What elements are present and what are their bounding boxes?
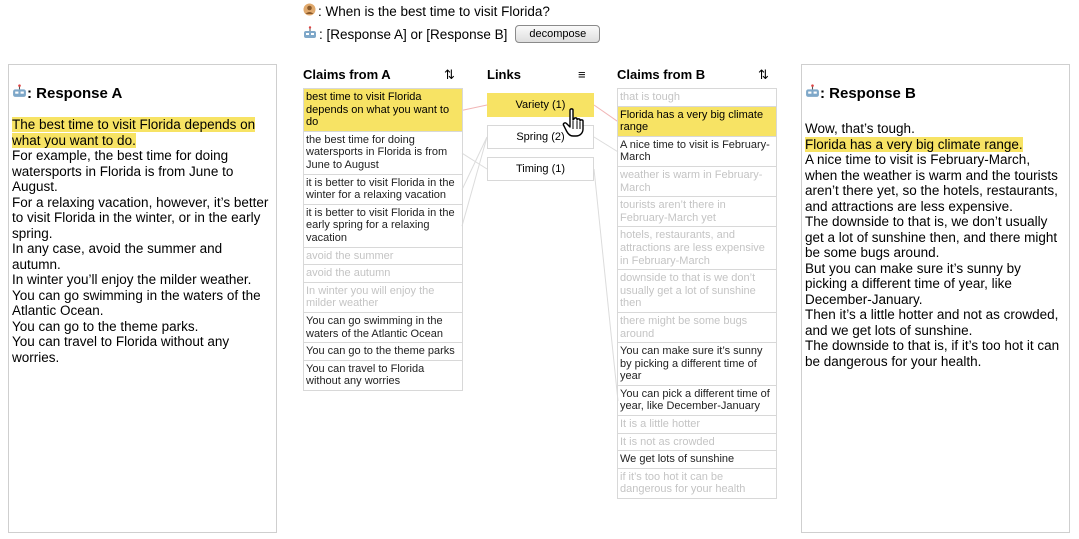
claims-a-list — [303, 88, 463, 391]
connector-line — [594, 169, 618, 401]
claims-b-claim[interactable]: Florida has a very big climate range — [618, 107, 776, 137]
response-b-highlight[interactable]: Florida has a very big climate range. — [805, 136, 1023, 152]
question-line — [303, 3, 550, 19]
claims-b-claim[interactable]: It is a little hotter — [618, 416, 776, 434]
response-b-title: : Response B — [805, 84, 1069, 102]
decompose-button[interactable]: decompose — [515, 25, 600, 43]
claims-a-claim[interactable]: You can travel to Florida without any worries — [304, 361, 462, 391]
connector-line — [462, 105, 487, 110]
response-b-panel — [801, 64, 1070, 533]
user-avatar-icon — [303, 3, 316, 19]
claims-a-claim[interactable]: the best time for doing watersports in Florida is from June to August — [304, 132, 462, 175]
response-a-title: : Response A — [12, 84, 276, 102]
claims-a-claim[interactable]: avoid the autumn — [304, 265, 462, 283]
responses-text: : [Response A] or [Response B] — [319, 26, 508, 42]
connector-line — [594, 105, 618, 122]
claims-a-claim[interactable]: In winter you will enjoy the milder weather — [304, 283, 462, 313]
claims-b-claim[interactable]: It is not as crowded — [618, 434, 776, 452]
sort-icon[interactable]: ⇅ — [758, 67, 769, 82]
link-item[interactable]: Spring (2) — [487, 125, 594, 149]
connector-line — [462, 137, 487, 226]
claims-a-claim[interactable]: You can go to the theme parks — [304, 343, 462, 361]
links-header: Links ≡ — [487, 67, 586, 82]
claims-b-claim[interactable]: You can pick a different time of year, like December-January — [618, 386, 776, 416]
sort-icon[interactable]: ⇅ — [444, 67, 455, 82]
claims-a-claim[interactable]: it is better to visit Florida in the early spring for a relaxing vacation — [304, 205, 462, 248]
claims-b-claim[interactable]: A nice time to visit is February-March — [618, 137, 776, 167]
claims-a-claim[interactable]: avoid the summer — [304, 248, 462, 266]
claims-b-claim[interactable]: You can make sure it’s sunny by picking a different time of year — [618, 343, 776, 386]
claims-a-claim[interactable]: You can go swimming in the waters of the Atlantic Ocean — [304, 313, 462, 343]
claims-b-claim[interactable]: tourists aren’t there in February-March yet — [618, 197, 776, 227]
claims-a-claim[interactable]: best time to visit Florida depends on what you want to do — [304, 89, 462, 132]
response-a-highlight[interactable]: The best time to visit Florida depends on what you want to do. — [12, 117, 256, 148]
claims-b-claim[interactable]: if it’s too hot it can be dangerous for your health — [618, 469, 776, 499]
link-item[interactable]: Variety (1) — [487, 93, 594, 117]
claims-a-header: Claims from A ⇅ — [303, 67, 455, 82]
connector-line — [462, 137, 487, 190]
claims-b-header: Claims from B ⇅ — [617, 67, 769, 82]
response-b-body — [805, 121, 1066, 369]
hamburger-menu-icon[interactable]: ≡ — [578, 67, 586, 82]
link-item[interactable]: Timing (1) — [487, 157, 594, 181]
responses-line — [303, 25, 600, 43]
response-a-panel — [8, 64, 277, 533]
claims-b-claim[interactable]: downside to that is we don’t usually get a lot of sunshine then — [618, 270, 776, 313]
claims-b-list — [617, 88, 777, 499]
claims-b-claim[interactable]: hotels, restaurants, and attractions are less expensive in February-March — [618, 227, 776, 270]
response-a-body — [12, 117, 273, 365]
claims-b-claim[interactable]: weather is warm in February-March — [618, 167, 776, 197]
robot-icon — [303, 26, 317, 42]
hand-pointer-icon — [562, 108, 588, 143]
response-b-intro: Wow, that’s tough. — [805, 121, 915, 136]
claims-b-claim[interactable]: that is tough — [618, 89, 776, 107]
robot-icon — [12, 84, 27, 102]
claims-b-claim[interactable]: We get lots of sunshine — [618, 451, 776, 469]
claims-a-claim[interactable]: it is better to visit Florida in the winter for a relaxing vacation — [304, 175, 462, 205]
connector-line — [594, 137, 618, 152]
response-a-text: For example, the best time for doing watersports in Florida is from June to August. For a relaxing vacation, however, it’s better to visit Florida in the winter, or in the early spring. In any case, avoid the summer and autumn. In winter you’ll enjoy the milder weather. You can go swimming in the waters of the Atlantic Ocean. You can go to the theme parks. You can travel to Florida without any worries. — [12, 148, 269, 365]
claims-b-claim[interactable]: there might be some bugs around — [618, 313, 776, 343]
robot-icon — [805, 84, 820, 102]
question-text: : When is the best time to visit Florida? — [318, 3, 550, 19]
response-b-text: A nice time to visit is February-March, when the weather is warm and the tourists aren’t there yet, so the hotels, restaurants, and attractions are less expensive. The downside to that is, we don’t usually get a lot of sunshine then, and there might be some bugs around. But you can make sure it’s sunny by picking a different time of year, like December-January. Then it’s a little hotter and not as crowded, and we get lots of sunshine. The downside to that is, if it’s too hot it can be dangerous for your health. — [805, 152, 1060, 369]
connector-line — [462, 153, 487, 169]
